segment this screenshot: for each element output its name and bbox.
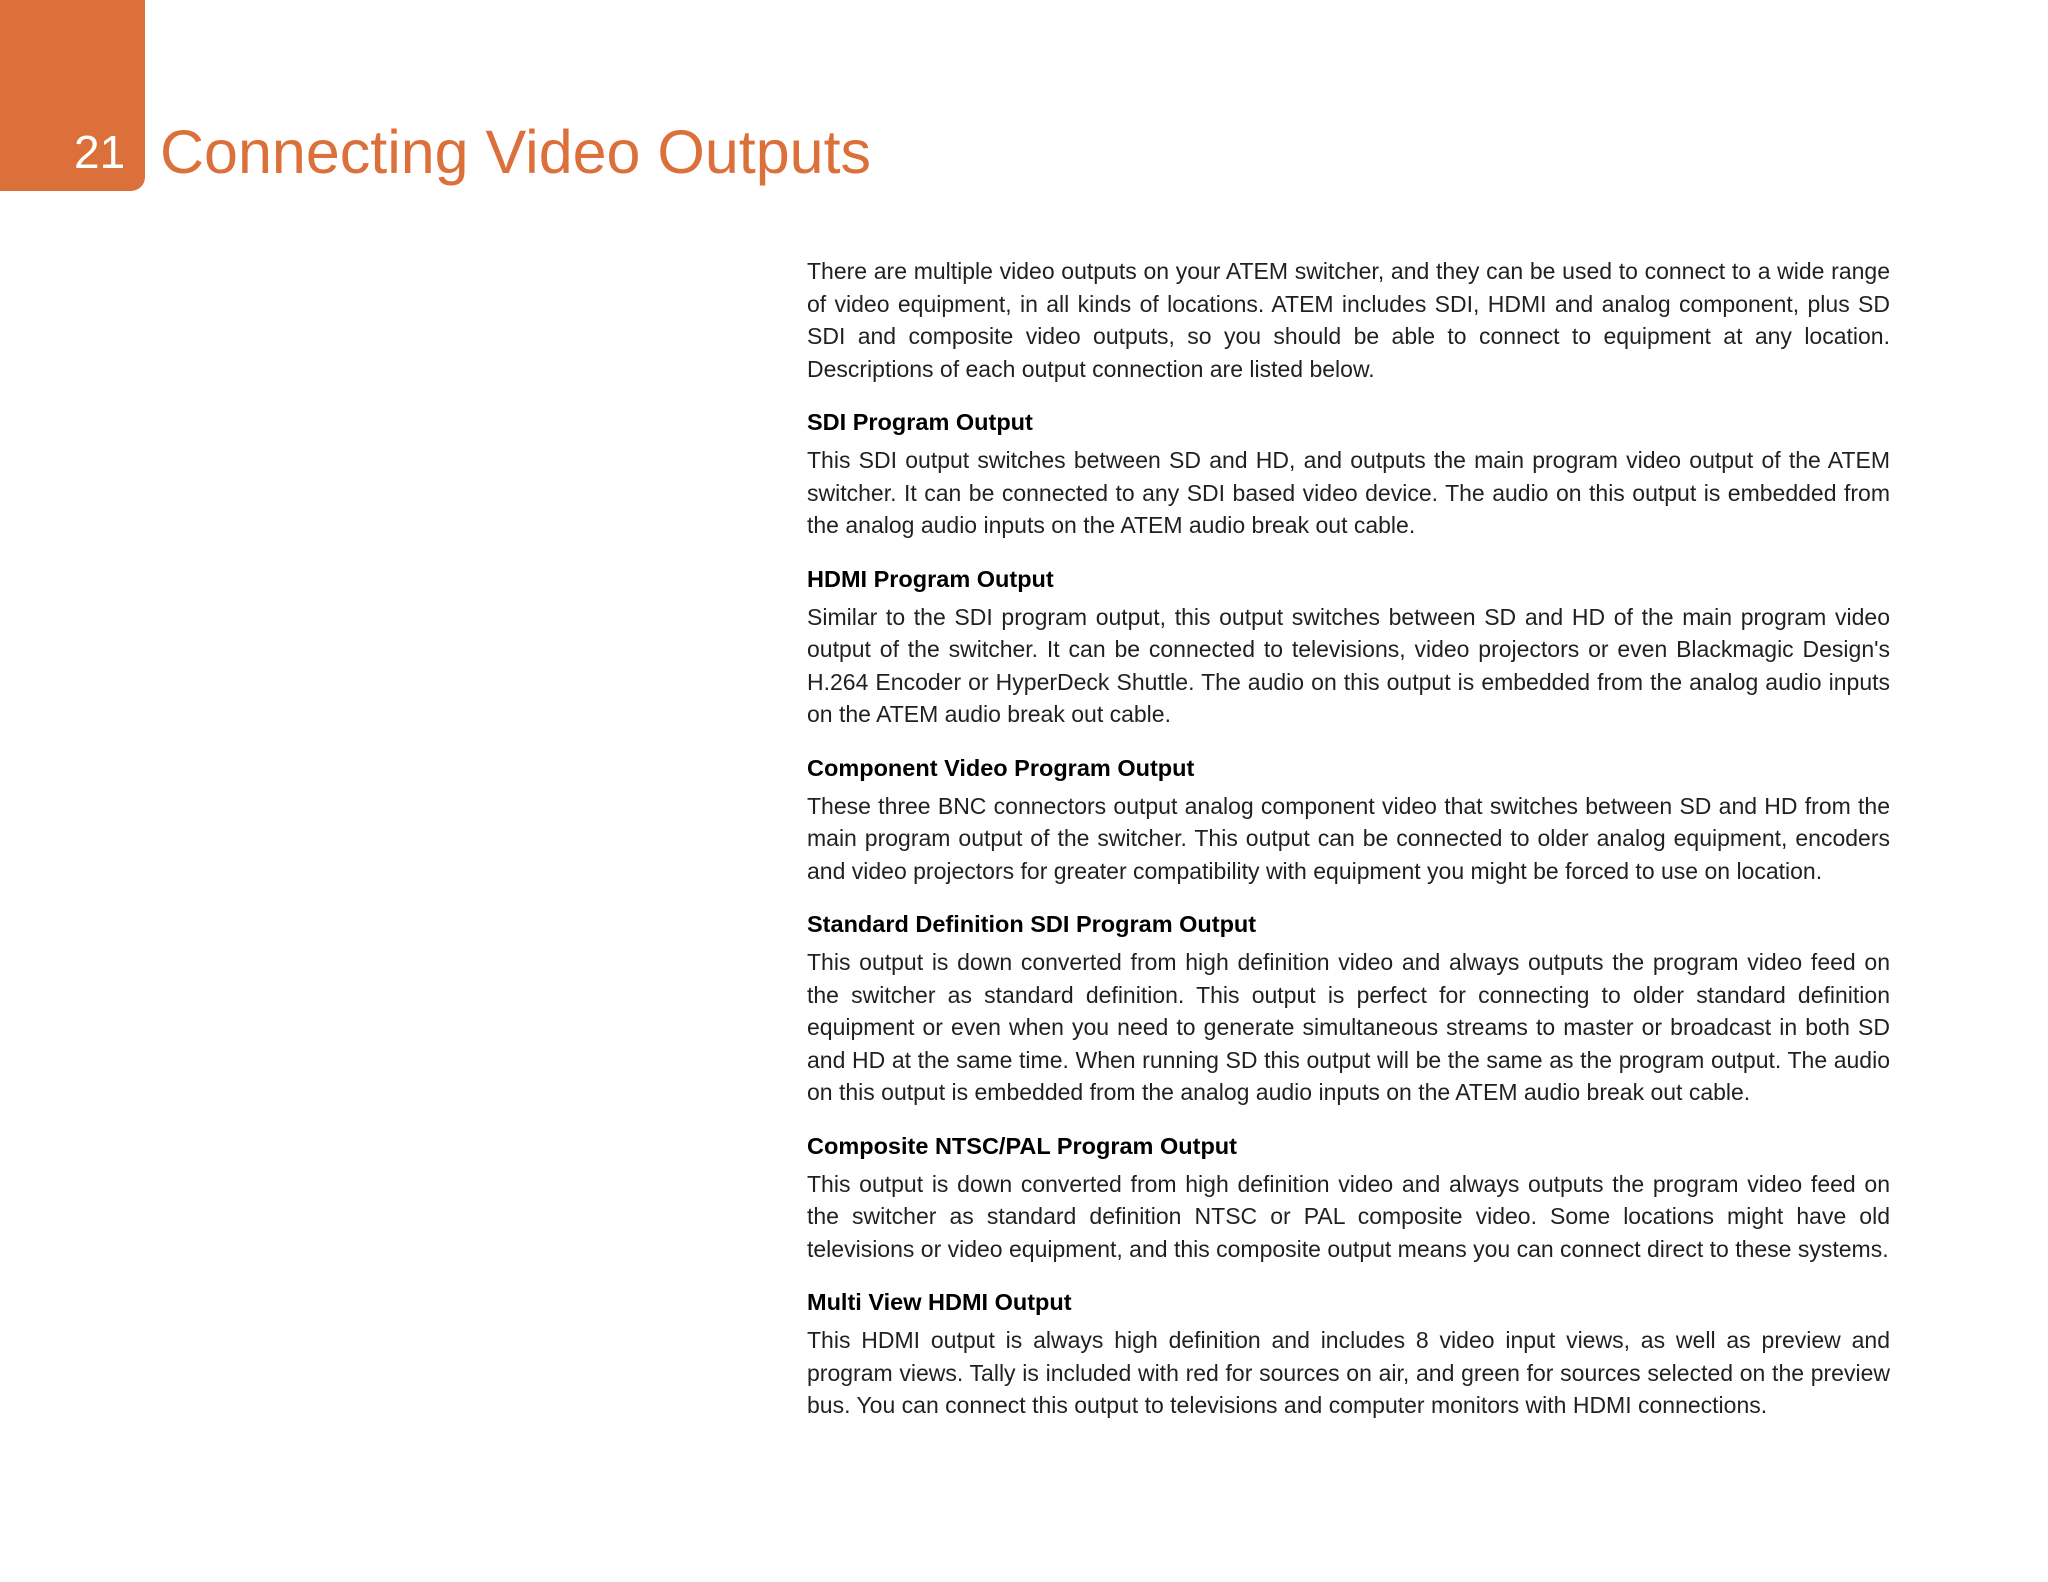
section-heading: SDI Program Output xyxy=(807,409,1033,435)
section-body: Similar to the SDI program output, this output switches between SD and HD of the main program video output of the switcher. It can be connected to televisions, video projectors or even Blackmagic Design's H.264 Encoder or HyperDeck Shuttle. The audio on this output is embedded from the analog audio inputs on the ATEM audio break out cable. xyxy=(807,603,1890,727)
section-component-video-program-output xyxy=(807,752,1890,888)
section-body: This output is down converted from high definition video and always outputs the program video feed on the switcher as standard definition NTSC or PAL composite video. Some locations might have old televisions or video equipment, and this composite output means you can connect direct to these systems. xyxy=(807,1170,1890,1262)
section-body: These three BNC connectors output analog component video that switches between SD and HD from the main program output of the switcher. This output can be connected to older analog equipment, encoders and video projectors for greater compatibility with equipment you might be forced to use on location. xyxy=(807,792,1890,884)
section-body: This output is down converted from high definition video and always outputs the program video feed on the switcher as standard definition. This output is perfect for connecting to older standard definition equipment or even when you need to generate simultaneous streams to master or broadcast in both SD and HD at the same time. When running SD this output will be the same as the program output. The audio on this output is embedded from the analog audio inputs on the ATEM audio break out cable. xyxy=(807,949,1890,1105)
section-composite-program-output xyxy=(807,1130,1890,1266)
section-multi-view-hdmi-output xyxy=(807,1286,1890,1422)
section-heading: Component Video Program Output xyxy=(807,754,1195,781)
section-heading: Multi View HDMI Output xyxy=(807,1289,1072,1315)
page-number-tab xyxy=(0,0,145,191)
section-body: This SDI output switches between SD and HD, and outputs the main program video output of the ATEM switcher. It can be connected to any SDI based video device. The audio on this output is embedded from the analog audio inputs on the ATEM audio break out cable. xyxy=(807,447,1890,538)
section-heading: Composite NTSC/PAL Program Output xyxy=(807,1132,1237,1159)
main-content xyxy=(807,255,1890,1422)
section-heading: HDMI Program Output xyxy=(807,565,1054,592)
section-sd-sdi-program-output xyxy=(807,908,1890,1109)
section-hdmi-program-output xyxy=(807,563,1890,731)
intro-paragraph: There are multiple video outputs on your ATEM switcher, and they can be used to connect to a wide range of video equipment, in all kinds of locations. ATEM includes SDI, HDMI and analog component, plus SD SDI and composite video outputs, so you should be able to connect to equipment at any location. Descriptions of each output connection are listed below. xyxy=(807,258,1890,382)
section-sdi-program-output xyxy=(807,406,1890,542)
page-title: Connecting Video Outputs xyxy=(160,118,872,186)
section-body: This HDMI output is always high definition and includes 8 video input views, as well as preview and program views. Tally is included with red for sources on air, and green for sources selected on the preview bus. You can connect this output to televisions and computer monitors with HDMI connections. xyxy=(807,1327,1890,1418)
section-heading: Standard Definition SDI Program Output xyxy=(807,911,1257,937)
page-number: 21 xyxy=(74,126,126,178)
